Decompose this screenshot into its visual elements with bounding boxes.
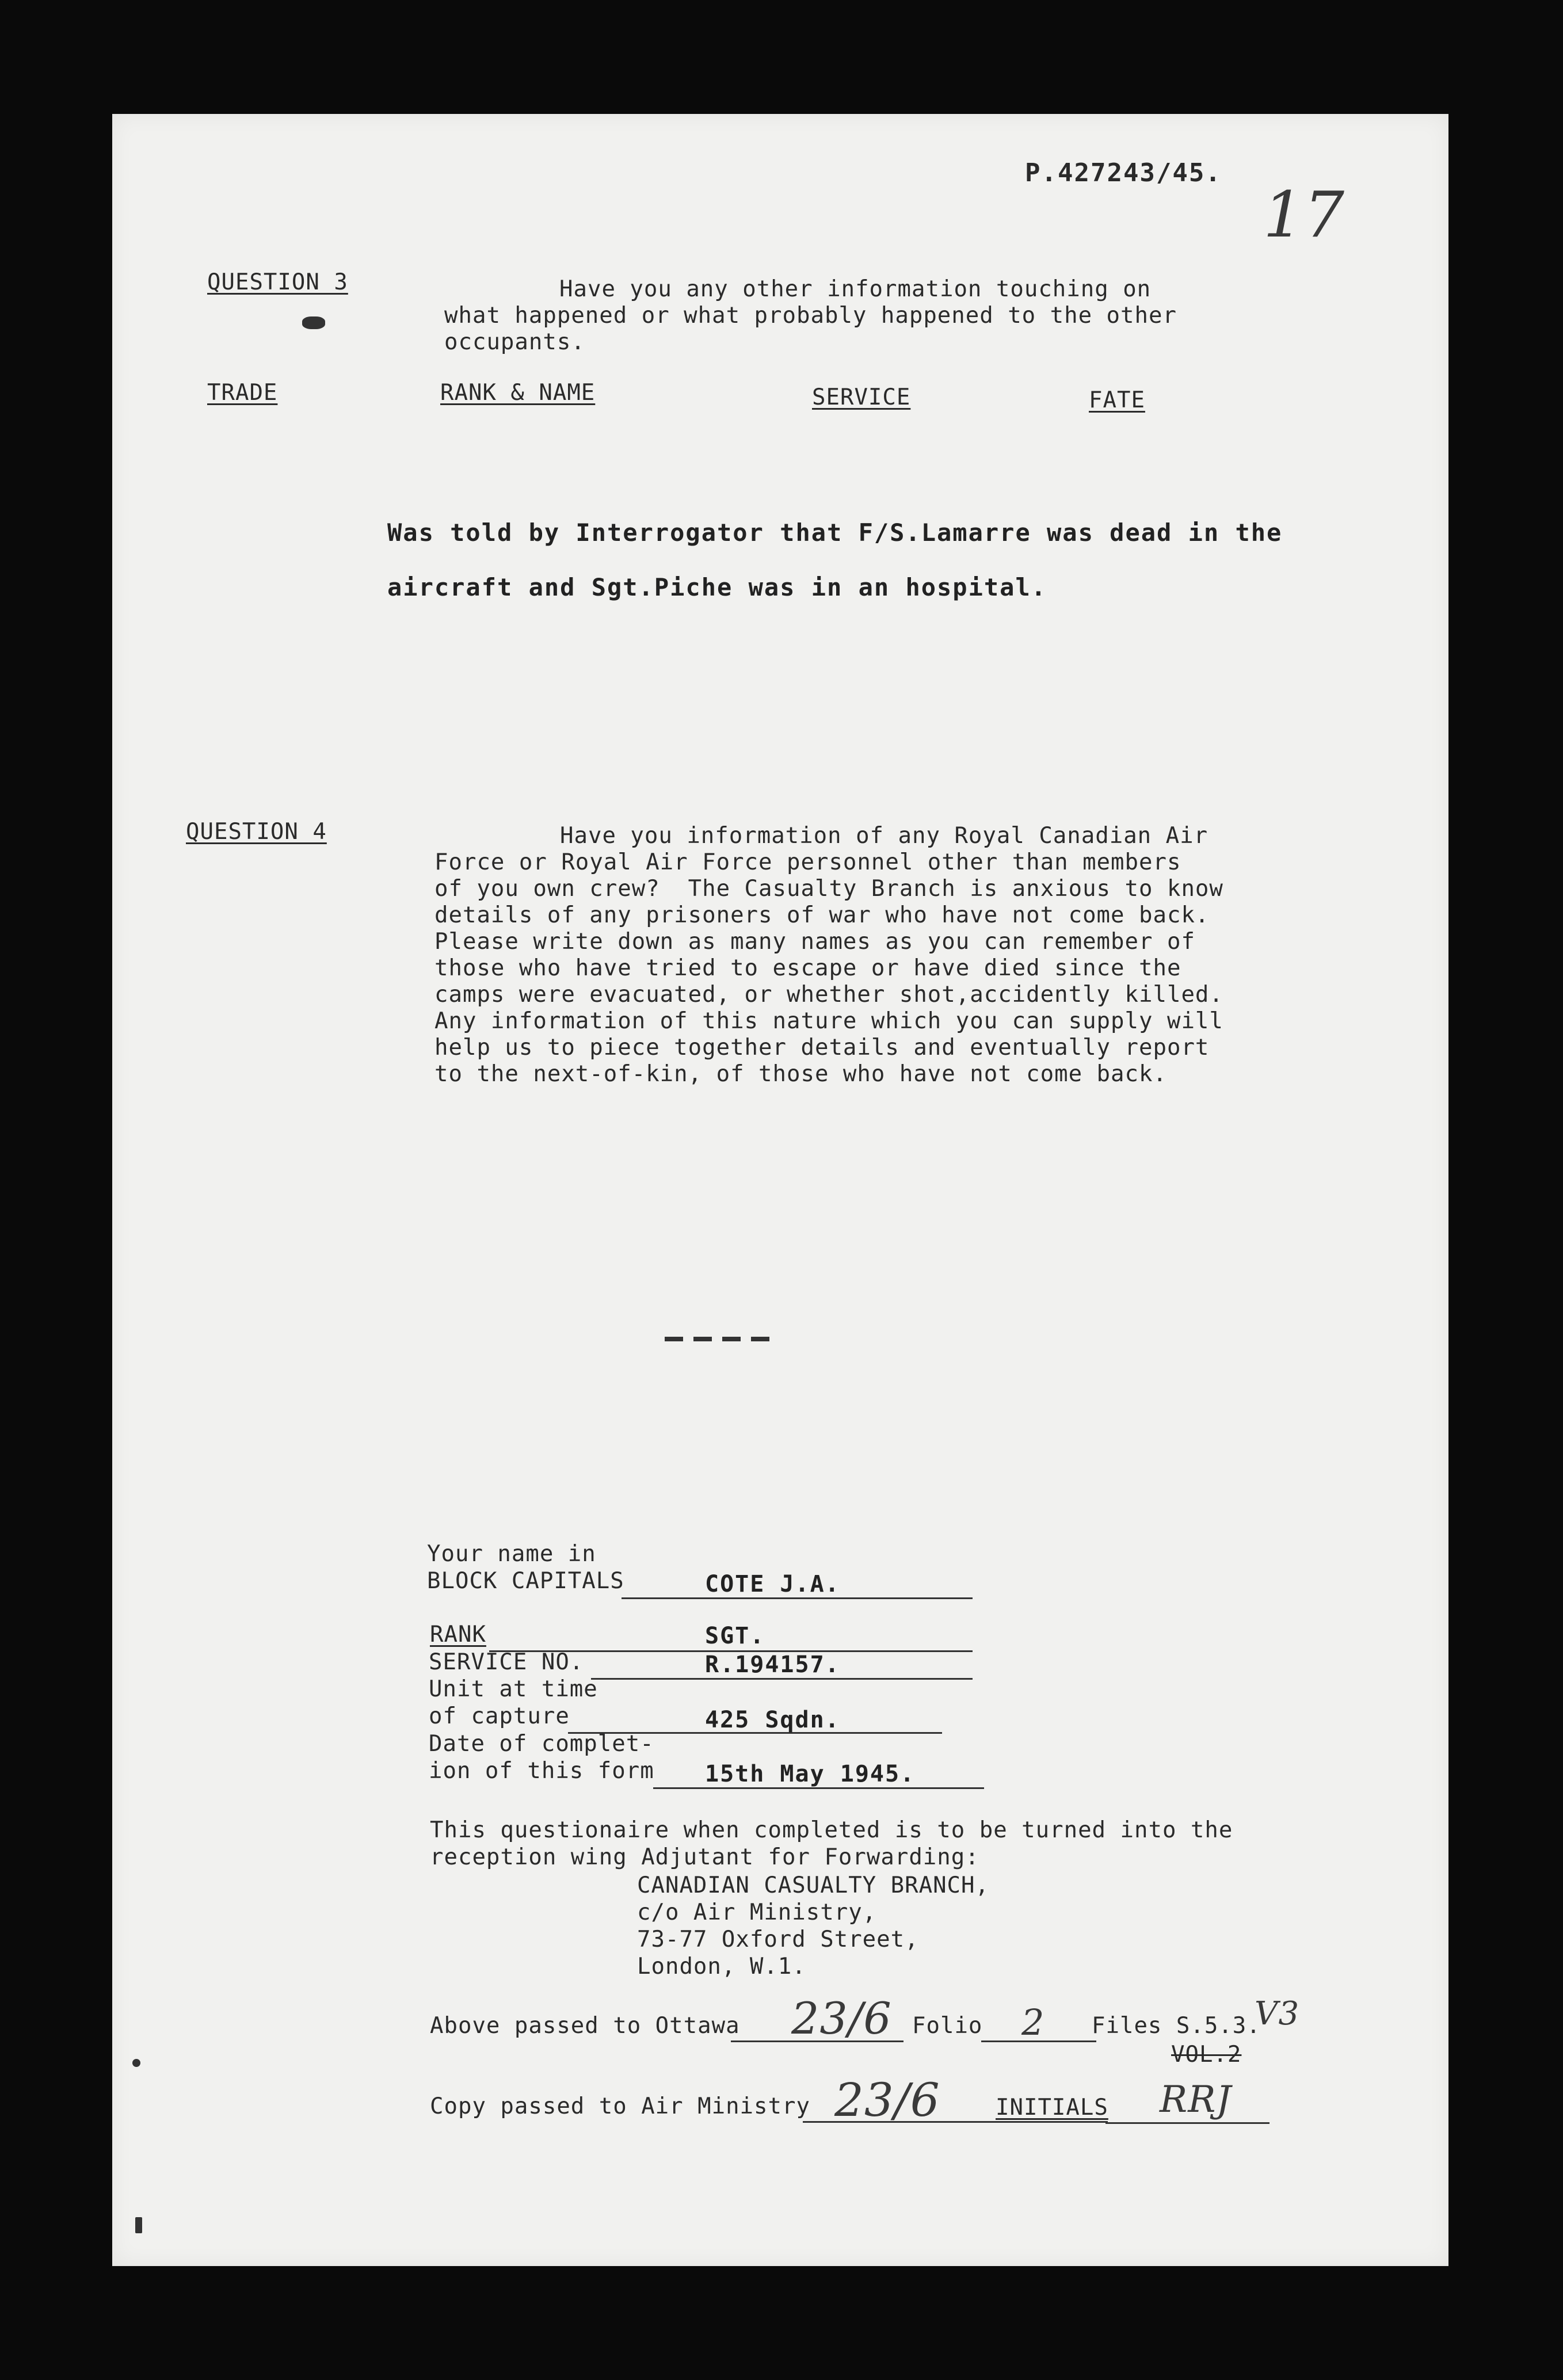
ink-blot <box>302 316 325 329</box>
service-no-field-line <box>591 1678 973 1680</box>
passed-to-ottawa-date: 23/6 <box>791 1993 892 2044</box>
margin-ink-mark <box>135 2217 142 2233</box>
margin-ink-mark <box>132 2059 140 2067</box>
service-no-label: SERVICE NO. <box>429 1649 584 1675</box>
name-value: COTE J.A. <box>705 1571 840 1597</box>
file-reference: P.427243/45. <box>1025 158 1222 188</box>
instructions-line-2: reception wing Adjutant for Forwarding: <box>430 1844 979 1870</box>
date-label-line-1: Date of complet- <box>429 1731 654 1757</box>
initials-line <box>1105 2122 1270 2124</box>
separator-dash <box>722 1337 741 1341</box>
rank-value: SGT. <box>705 1623 765 1649</box>
passed-to-ottawa-label: Above passed to Ottawa <box>430 2013 740 2039</box>
service-no-value: R.194157. <box>705 1651 840 1678</box>
fate-header: FATE <box>1089 387 1145 413</box>
separator-dash <box>751 1337 769 1341</box>
copy-to-air-ministry-date: 23/6 <box>834 2073 940 2127</box>
answer-3-line-2: aircraft and Sgt.Piche was in an hospital. <box>387 573 1047 601</box>
folio-value: 2 <box>1021 2001 1045 2043</box>
question-4-body: Have you information of any Royal Canadian Air Force or Royal Air Force personnel other than members of you own crew? The Casualty Branch is anxious to know details of any prisoners of war who have not come back. Please write down as many names as you can remember of those who have tried to escape or have died since the camps were evacuated, or whether shot,accidently killed. Any information of this nature which you can supply will help us to piece together details and eventually report to the next-of-kin, of those who have not come back. <box>434 823 1223 1087</box>
instructions-line-1: This questionaire when completed is to be turned into the <box>430 1817 1233 1843</box>
question-3-body: Have you any other information touching on what happened or what probably happened to the other occupants. <box>444 276 1177 355</box>
initials-label: INITIALS <box>996 2095 1108 2120</box>
initials-value: RRJ <box>1160 2078 1232 2121</box>
date-label-line-2: ion of this form <box>429 1758 654 1784</box>
name-label-line-2: BLOCK CAPITALS <box>427 1568 624 1594</box>
files-volume-struck: VOL.2 <box>1171 2042 1242 2068</box>
answer-3-line-1: Was told by Interrogator that F/S.Lamarre was dead in the <box>387 518 1283 547</box>
folio-label: Folio <box>912 2013 983 2039</box>
unit-value: 425 Sqdn. <box>705 1707 840 1733</box>
rank-label: RANK <box>430 1622 486 1647</box>
separator-dash <box>693 1337 712 1341</box>
date-field-line <box>653 1787 984 1789</box>
question-4-text <box>434 823 1223 1088</box>
service-header: SERVICE <box>812 384 911 410</box>
copy-to-air-ministry-label: Copy passed to Air Ministry <box>430 2093 810 2119</box>
unit-label-line-1: Unit at time <box>429 1676 598 1702</box>
files-volume-handwritten: V3 <box>1255 1995 1300 2032</box>
trade-header: TRADE <box>207 380 278 406</box>
name-field-line <box>622 1597 973 1599</box>
handwritten-folio-number: 17 <box>1263 178 1345 251</box>
separator-dash <box>665 1337 683 1341</box>
forwarding-address: CANADIAN CASUALTY BRANCH, c/o Air Ministry, 73-77 Oxford Street, London, W.1. <box>637 1872 989 1979</box>
files-label: Files S.5.3. <box>1092 2013 1261 2039</box>
question-4-label: QUESTION 4 <box>186 819 327 845</box>
document-page <box>112 114 1448 2266</box>
question-3-label: QUESTION 3 <box>207 269 348 295</box>
question-3-text <box>444 276 1177 356</box>
name-label-line-1: Your name in <box>427 1541 596 1567</box>
unit-label-line-2: of capture <box>429 1703 570 1729</box>
date-value: 15th May 1945. <box>705 1761 916 1787</box>
rank-name-header: RANK & NAME <box>440 380 596 406</box>
